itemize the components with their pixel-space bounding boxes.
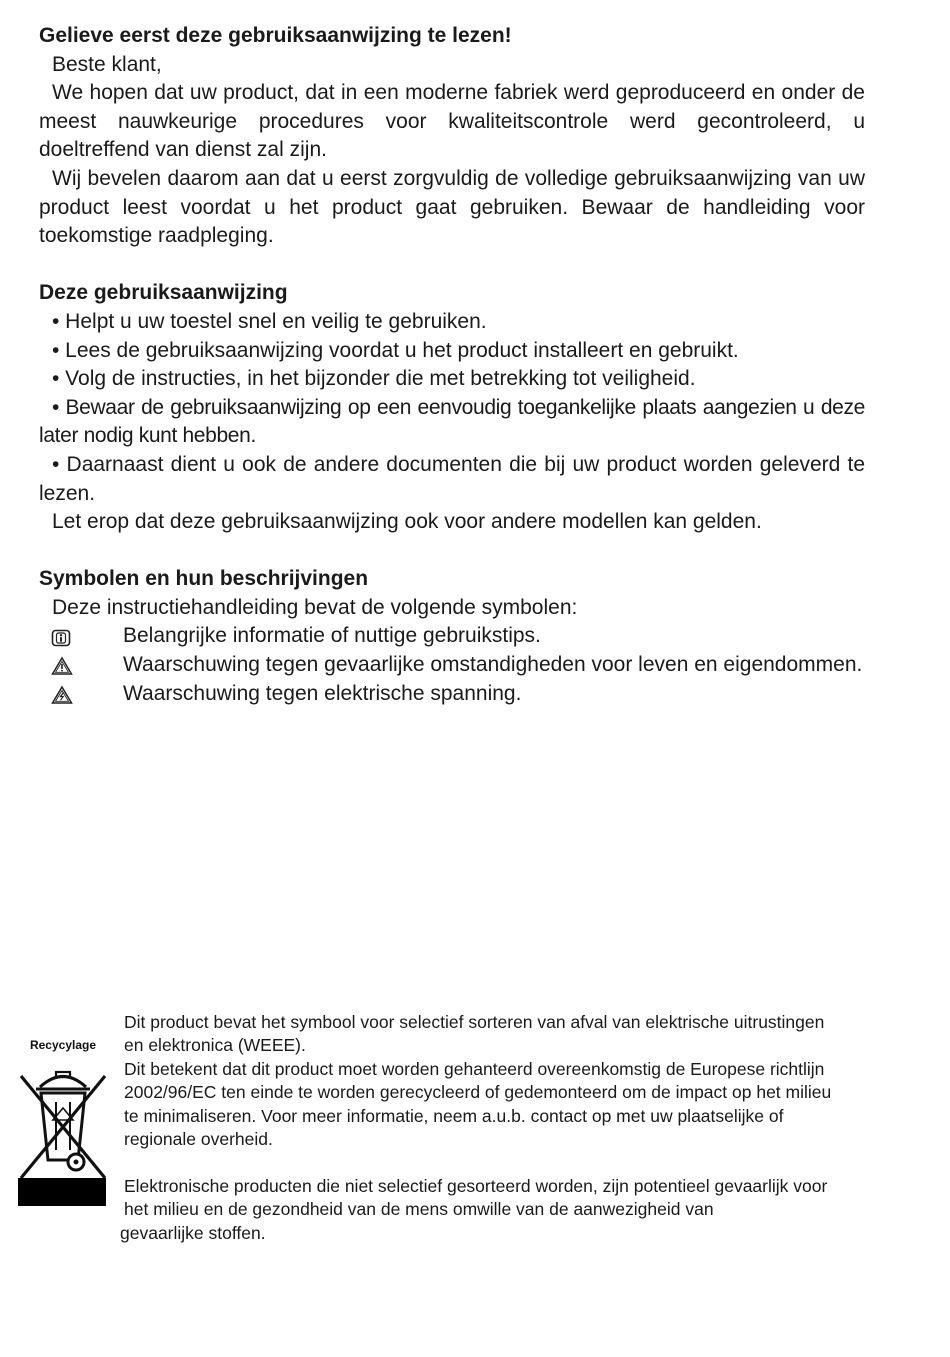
manual-note: Let erop dat deze gebruiksaanwijzing ook voor andere modellen kan gelden. [52, 510, 762, 534]
symbol-desc: Waarschuwing tegen elektrische spanning. [123, 681, 522, 705]
crossed-bin-icon [18, 1056, 108, 1180]
symbol-row-info [39, 622, 865, 651]
info-icon [51, 627, 73, 647]
greeting: Beste klant, [52, 52, 162, 76]
intro-paragraph-2: Wij bevelen daarom aan dat u eerst zorgvuldig de volledige gebruiksaanwijzing van uw product leest voordat u het product gaat gebruiken. Bewaar de handleiding voor toekomstige raadpleging. [39, 166, 865, 248]
bullet-item: • Volg de instructies, in het bijzonder die met betrekking tot veiligheid. [52, 367, 696, 391]
manual-page [39, 22, 865, 708]
bullet-item: • Lees de gebruiksaanwijzing voordat u het product installeert en gebruikt. [52, 338, 739, 362]
symbol-row-electric [39, 680, 865, 709]
weee-paragraph-3: Elektronische producten die niet selectief gesorteerd worden, zijn potentieel gevaarlijk voor het milieu en de gezondheid van de mens omwille van de aanwezigheid van [124, 1175, 828, 1220]
weee-recycle-logo [18, 1038, 108, 1185]
warning-triangle-icon [51, 656, 73, 676]
weee-text-block [120, 1011, 844, 1245]
symbol-desc: Belangrijke informatie of nuttige gebruikstips. [123, 624, 541, 648]
intro-paragraph-1: We hopen dat uw product, dat in een moderne fabriek werd geproduceerd en onder de meest nauwkeurige procedures voor kwaliteitscontrole werd gecontroleerd, u doeltreffend van dienst zal zijn. [39, 81, 865, 162]
symbols-intro: Deze instructiehandleiding bevat de volgende symbolen: [52, 595, 578, 619]
intro-heading: Gelieve eerst deze gebruiksaanwijzing te lezen! [39, 24, 512, 47]
weee-black-bar [18, 1178, 106, 1206]
bullet-item: • Daarnaast dient u ook de andere documenten die bij uw product worden geleverd te lezen. [39, 452, 865, 505]
electric-warning-icon [51, 685, 73, 705]
symbol-desc: Waarschuwing tegen gevaarlijke omstandigheden voor leven en eigendommen. [123, 653, 863, 677]
symbol-row-warning [39, 651, 865, 680]
recycle-label: Recycylage [29, 1038, 97, 1052]
bullet-item: • Bewaar de gebruiksaanwijzing op een eenvoudig toegankelijke plaats aangezien u deze later nodig kunt hebben. [39, 395, 865, 448]
weee-paragraph-2: Dit betekent dat dit product moet worden gehanteerd overeenkomstig de Europese richtlijn 2002/96/EC ten einde te worden gerecycleerd of gedemonteerd om de impact op het milieu te minimaliseren. Voor meer informatie, neem a.u.b. contact op met uw plaatselijke of regionale overheid. [124, 1058, 832, 1150]
weee-paragraph-1: Dit product bevat het symbool voor selectief sorteren van afval van elektrische uitrustingen en elektronica (WEEE). [124, 1012, 825, 1056]
manual-heading: Deze gebruiksaanwijzing [39, 281, 288, 305]
bullet-item: • Helpt u uw toestel snel en veilig te gebruiken. [52, 309, 487, 333]
weee-paragraph-3-end: gevaarlijke stoffen. [120, 1222, 266, 1243]
symbols-heading: Symbolen en hun beschrijvingen [39, 567, 369, 591]
